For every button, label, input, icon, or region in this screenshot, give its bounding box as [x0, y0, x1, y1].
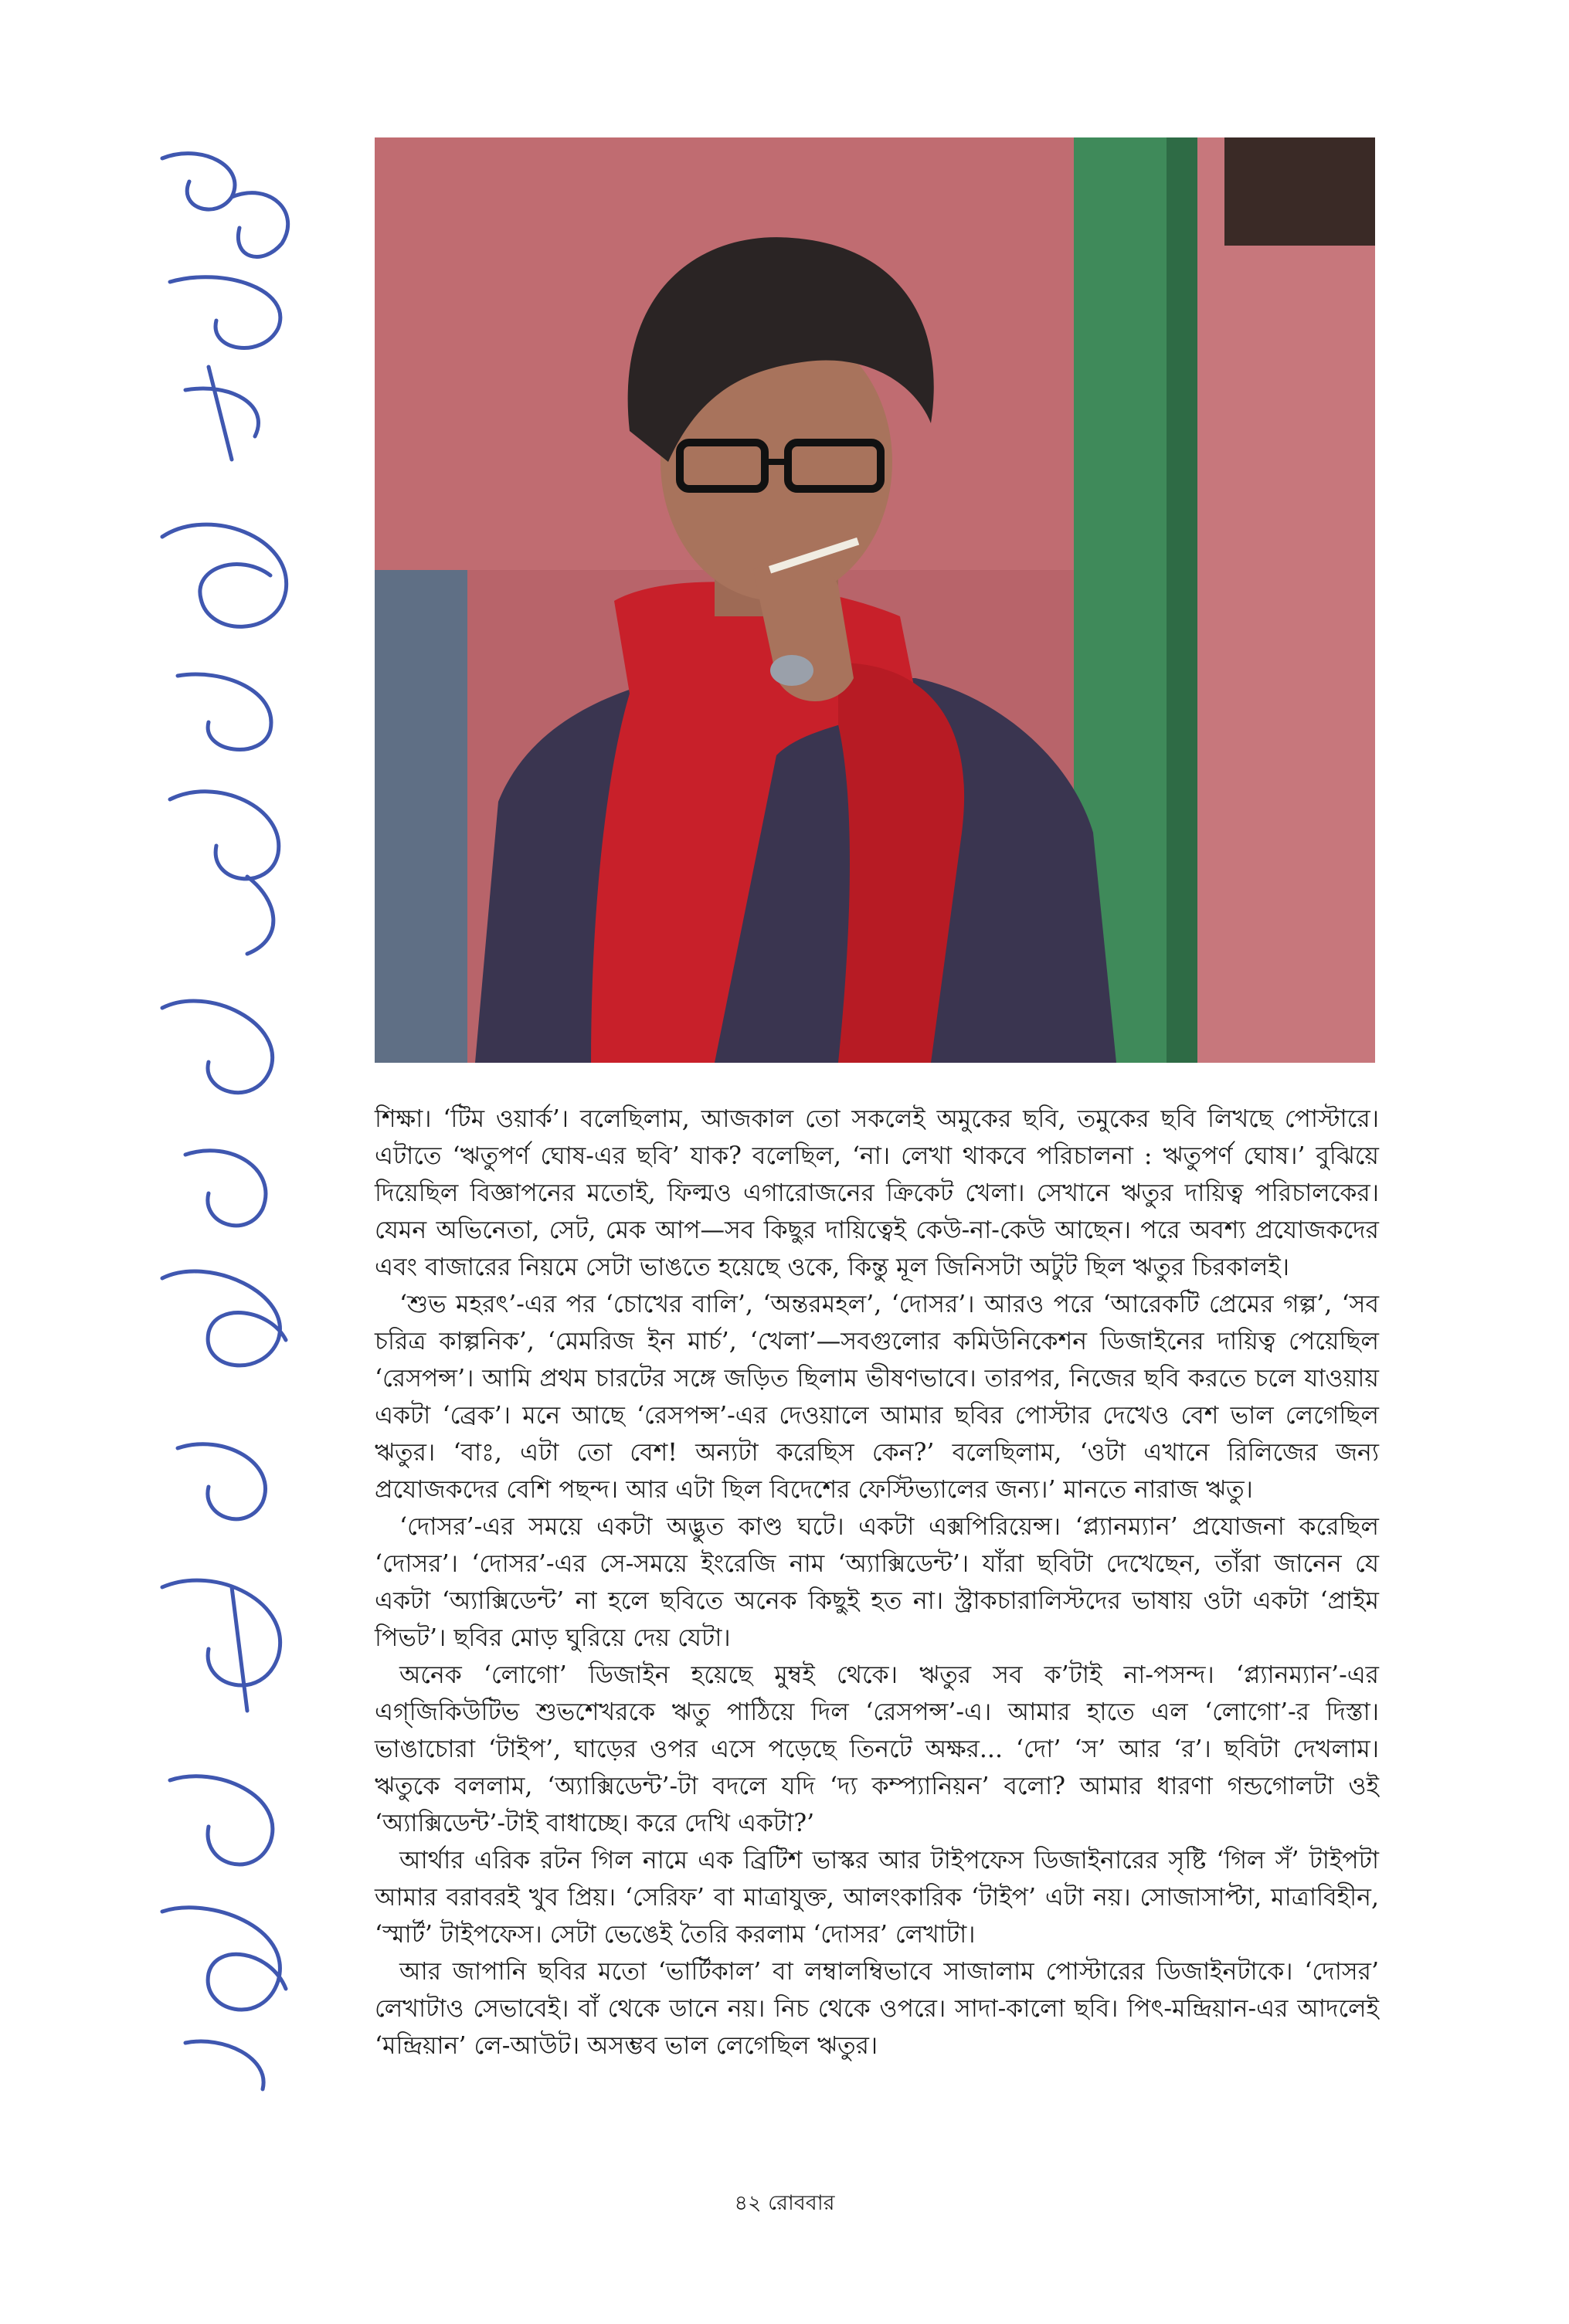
article-paragraph: আর্থার এরিক রটন গিল নামে এক ব্রিটিশ ভাস্কর আর টাইপফেস ডিজাইনারের সৃষ্টি ‘গিল সঁ’ টাইপটা আমার বরাবরই খুব প্রিয়। ‘সেরিফ’ বা মাত্রাযুক্ত, আলংকারিক ‘টাইপ’ এটা নয়। সোজাসাপ্টা, মাত্রাবিহীন, ‘স্মার্ট’ টাইপফেস। সেটা ভেঙেই তৈরি করলাম ‘দোসর’ লেখাটা।	[375, 1847, 1379, 1949]
page-footer: ৪২ রোববার	[734, 2191, 835, 2215]
article-photo	[375, 137, 1375, 1063]
portrait-photo-icon	[375, 137, 1375, 1063]
article-body	[375, 1101, 1379, 2064]
handwritten-side-text	[116, 135, 348, 2112]
article-paragraph: শিক্ষা। ‘টিম ওয়ার্ক’। বলেছিলাম, আজকাল তো সকলেই অমুকের ছবি, তমুকের ছবি লিখছে পোস্টারে। এটাতে ‘ঋতুপর্ণ ঘোষ-এর ছবি’ যাক? বলেছিল, ‘না। লেখা থাকবে পরিচালনা : ঋতুপর্ণ ঘোষ।’ বুঝিয়ে দিয়েছিল বিজ্ঞাপনের মতোই, ফিল্মও এগারোজনের ক্রিকেট খেলা। সেখানে ঋতুর দায়িত্ব পরিচালকের। যেমন অভিনেতা, সেট, মেক আপ—সব কিছুর দায়িত্বেই কেউ-না-কেউ আছেন। পরে অবশ্য প্রযোজকদের এবং বাজারের নিয়মে সেটা ভাঙতে হয়েছে ওকে, কিন্তু মূল জিনিসটা অটুট ছিল ঋতুর চিরকালই।	[375, 1105, 1379, 1281]
article-paragraph: অনেক ‘লোগো’ ডিজাইন হয়েছে মুম্বই থেকে। ঋতুর সব ক’টাই না-পসন্দ। ‘প্ল্যানম্যান’-এর এগ্‌জিকিউটিভ শুভশেখরকে ঋতু পাঠিয়ে দিল ‘রেসপন্স’-এ। আমার হাতে এল ‘লোগো’-র দিস্তা। ভাঙাচোরা ‘টাইপ’, ঘাড়ের ওপর এসে পড়েছে তিনটে অক্ষর... ‘দো’ ‘স’ আর ‘র’। ছবিটা দেখলাম। ঋতুকে বললাম, ‘অ্যাক্সিডেন্ট’-টা বদলে যদি ‘দ্য কম্প্যানিয়ন’ বলো? আমার ধারণা গন্ডগোলটা ওই ‘অ্যাক্সিডেন্ট’-টাই বাধাচ্ছে। করে দেখি একটা?’	[375, 1661, 1379, 1837]
article-paragraph: ‘দোসর’-এর সময়ে একটা অদ্ভুত কাণ্ড ঘটে। একটা এক্সপিরিয়েন্স। ‘প্ল্যানম্যান’ প্রযোজনা করেছিল ‘দোসর’। ‘দোসর’-এর সে-সময়ে ইংরেজি নাম ‘অ্যাক্সিডেন্ট’। যাঁরা ছবিটা দেখেছেন, তাঁরা জানেন যে একটা ‘অ্যাক্সিডেন্ট’ না হলে ছবিতে অনেক কিছুই হত না। স্ট্রাকচারালিস্টদের ভাষায় ওটা একটা ‘প্রাইম পিভট’। ছবির মোড় ঘুরিয়ে দেয় যেটা।	[375, 1513, 1379, 1652]
article-paragraph: ‘শুভ মহরৎ’-এর পর ‘চোখের বালি’, ‘অন্তরমহল’, ‘দোসর’। আরও পরে ‘আরেকটি প্রেমের গল্প’, ‘সব চরিত্র কাল্পনিক’, ‘মেমরিজ ইন মার্চ’, ‘খেলা’—সবগুলোর কমিউনিকেশন ডিজাইনের দায়িত্ব পেয়েছিল ‘রেসপন্স’। আমি প্রথম চারটের সঙ্গে জড়িত ছিলাম ভীষণভাবে। তারপর, নিজের ছবি করতে চলে যাওয়ায় একটা ‘ব্রেক’। মনে আছে ‘রেসপন্স’-এর দেওয়ালে আমার ছবির পোস্টার দেখেও বেশ ভাল লেগেছিল ঋতুর। ‘বাঃ, এটা তো বেশ! অন্যটা করেছিস কেন?’ বলেছিলাম, ‘ওটা এখানে রিলিজের জন্য প্রযোজকদের বেশি পছন্দ। আর এটা ছিল বিদেশের ফেস্টিভ্যালের জন্য।’ মানতে নারাজ ঋতু।	[375, 1291, 1379, 1504]
article-paragraph: আর জাপানি ছবির মতো ‘ভার্টিকাল’ বা লম্বালম্বিভাবে সাজালাম পোস্টারের ডিজাইনটাকে। ‘দোসর’ লেখাটাও সেভাবেই। বাঁ থেকে ডানে নয়। নিচ থেকে ওপরে। সাদা-কালো ছবি। পিৎ-মন্দ্রিয়ান-এর আদলেই ‘মন্দ্রিয়ান’ লে-আউট। অসম্ভব ভাল লেগেছিল ঋতুর।	[375, 1958, 1379, 2060]
handwriting-signature-icon	[116, 135, 348, 2112]
